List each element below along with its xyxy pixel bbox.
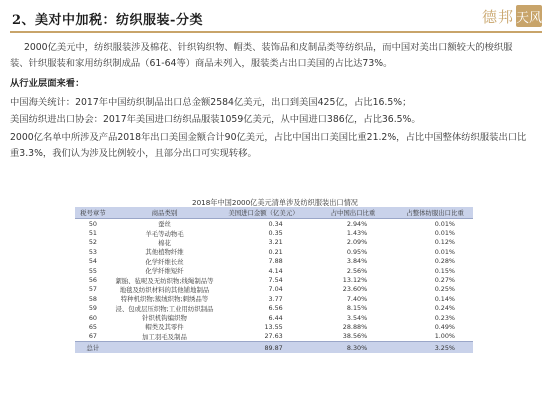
- row-share-us: 8.15%: [346, 304, 368, 313]
- row-category: 棉花: [158, 238, 171, 247]
- row-share-total: 0.15%: [434, 266, 455, 275]
- row-share-us: 3.54%: [346, 313, 368, 322]
- row-share-total: 0.49%: [434, 322, 455, 331]
- table-row: [75, 247, 473, 256]
- row-share-total: 0.23%: [434, 313, 455, 322]
- header-amount: 美国进口金额（亿美元）: [218, 207, 309, 219]
- table-row: [75, 313, 473, 322]
- row-share-us: 23.60%: [342, 285, 368, 294]
- row-share-us: 2.94%: [346, 219, 368, 228]
- row-share-total: 0.24%: [434, 304, 455, 313]
- row-code: 58: [88, 294, 97, 303]
- row-share-total: 1.00%: [434, 332, 455, 341]
- row-share-total: 0.12%: [434, 238, 455, 247]
- row-share-us: 28.88%: [342, 322, 368, 331]
- row-amount: 4.14: [268, 266, 283, 275]
- row-amount: 0.34: [268, 219, 283, 228]
- row-category: 针织机钩编织物: [142, 314, 187, 323]
- row-amount: 7.04: [268, 285, 283, 294]
- row-category: 地毯及纺织材料的其他铺地制品: [119, 285, 210, 294]
- header-share-us: 占中国出口比重: [309, 207, 397, 219]
- conclusion-paragraph: 2000亿名单中所涉及产品2018年出口美国金额合计90亿美元，占比中国出口美国比重21.2%，占比中国整体纺织服装出口比重3.3%，我们认为涉及比例较小，且部分出口可实现转移。: [10, 131, 527, 159]
- stat-us-association: 美国纺织进出口协会：2017年美国进口纺织品服装1059亿美元，从中国进口386亿，占比36.5%。: [10, 114, 421, 126]
- header-divider: [10, 31, 542, 33]
- row-amount: 7.88: [268, 257, 283, 266]
- total-amount: 89.87: [218, 342, 309, 354]
- logo-text: 德邦: [481, 7, 514, 26]
- table-total-row: [75, 342, 473, 354]
- row-amount: 3.77: [268, 294, 283, 303]
- row-share-us: 38.56%: [342, 332, 368, 341]
- row-share-total: 0.28%: [434, 257, 455, 266]
- table-body: [75, 219, 473, 342]
- row-share-us: 2.09%: [346, 238, 368, 247]
- table-row: [75, 294, 473, 303]
- row-code: 56: [88, 276, 97, 285]
- row-amount: 13.55: [264, 322, 283, 331]
- row-code: 52: [88, 238, 97, 247]
- row-share-total: 0.27%: [434, 276, 455, 285]
- row-code: 57: [88, 285, 97, 294]
- slide-body: [10, 40, 530, 161]
- row-code: 67: [88, 332, 97, 341]
- row-category: 羊毛等动物毛: [145, 229, 184, 238]
- row-category: 加工羽毛及制品: [142, 332, 187, 341]
- row-share-total: 0.14%: [434, 294, 455, 303]
- row-category: 化学纤维短纤: [145, 267, 184, 276]
- table-header-row: [75, 207, 473, 219]
- total-category: [111, 342, 218, 354]
- row-amount: 7.54: [268, 276, 283, 285]
- row-code: 59: [88, 304, 97, 313]
- intro-paragraph: 2000亿美元中，纺织服装涉及棉花、针织钩织物、帽类、装饰品和皮制品类等纺织品，而中国对美出口额较大的梭织服装、针织服装和家用纺织制成品（61-64等）商品未列入，服装类占出口美国的占比达73%。: [10, 42, 513, 69]
- row-code: 55: [88, 266, 97, 275]
- row-amount: 6.56: [268, 304, 283, 313]
- row-code: 51: [88, 229, 97, 238]
- row-code: 65: [88, 322, 97, 331]
- row-category: 絮胎、毡呢及无纺织物;线绳制品等: [115, 276, 214, 285]
- section-subhead: 从行业层面来看：: [10, 78, 85, 90]
- row-category: 浸、包或层压织物;工业用纺织制品: [115, 304, 214, 313]
- row-share-us: 3.84%: [346, 257, 368, 266]
- export-table: [75, 207, 473, 353]
- table-row: [75, 228, 473, 237]
- header-category: 商品类别: [111, 207, 218, 219]
- row-amount: 27.63: [264, 332, 283, 341]
- row-amount: 3.21: [268, 238, 283, 247]
- row-share-us: 2.56%: [346, 266, 368, 275]
- table-row: [75, 257, 473, 266]
- table-row: [75, 219, 473, 229]
- row-code: 54: [88, 257, 97, 266]
- table-row: [75, 238, 473, 247]
- header-code: 税号章节: [75, 207, 111, 219]
- row-share-us: 7.40%: [346, 294, 368, 303]
- total-share-total: 3.25%: [397, 342, 473, 354]
- table-row: [75, 304, 473, 313]
- total-share-us: 8.30%: [309, 342, 397, 354]
- total-label: 总计: [75, 342, 111, 354]
- row-share-us: 0.95%: [346, 247, 368, 256]
- row-amount: 0.21: [268, 247, 283, 256]
- row-share-total: 0.01%: [434, 219, 455, 228]
- row-share-total: 0.25%: [434, 285, 455, 294]
- row-code: 53: [88, 247, 97, 256]
- header-share-total: 占整体纺服出口比重: [397, 207, 473, 219]
- row-category: 帽类及其零件: [145, 323, 184, 332]
- row-amount: 6.44: [268, 313, 283, 322]
- slide-header: [0, 0, 550, 34]
- row-share-total: 0.01%: [434, 229, 455, 238]
- table-row: [75, 285, 473, 294]
- row-share-us: 13.12%: [342, 276, 368, 285]
- row-category: 其他植物纤维: [145, 248, 184, 257]
- slide-title: 2、美对中加税：纺织服装-分类: [12, 13, 203, 28]
- logo-seal: 天风: [516, 5, 542, 27]
- row-category: 化学纤维长丝: [145, 257, 184, 266]
- table-row: [75, 266, 473, 275]
- row-category: 蚕丝: [158, 220, 171, 229]
- stat-customs: 中国海关统计：2017年中国纺织制品出口总金额2584亿美元，出口到美国425亿，占比16.5%；: [10, 96, 412, 108]
- row-code: 50: [88, 219, 97, 228]
- brand-logo: [482, 4, 542, 28]
- table-row: [75, 332, 473, 342]
- row-amount: 0.35: [268, 229, 283, 238]
- table-row: [75, 322, 473, 331]
- row-category: 特种机织物;簇绒织物;刺绣品等: [120, 295, 209, 304]
- row-share-total: 0.01%: [434, 247, 455, 256]
- row-code: 60: [88, 313, 97, 322]
- table-title: 2018年中国2000亿美元清单涉及纺织服装出口情况: [192, 198, 358, 207]
- row-share-us: 1.43%: [346, 229, 368, 238]
- table-row: [75, 275, 473, 284]
